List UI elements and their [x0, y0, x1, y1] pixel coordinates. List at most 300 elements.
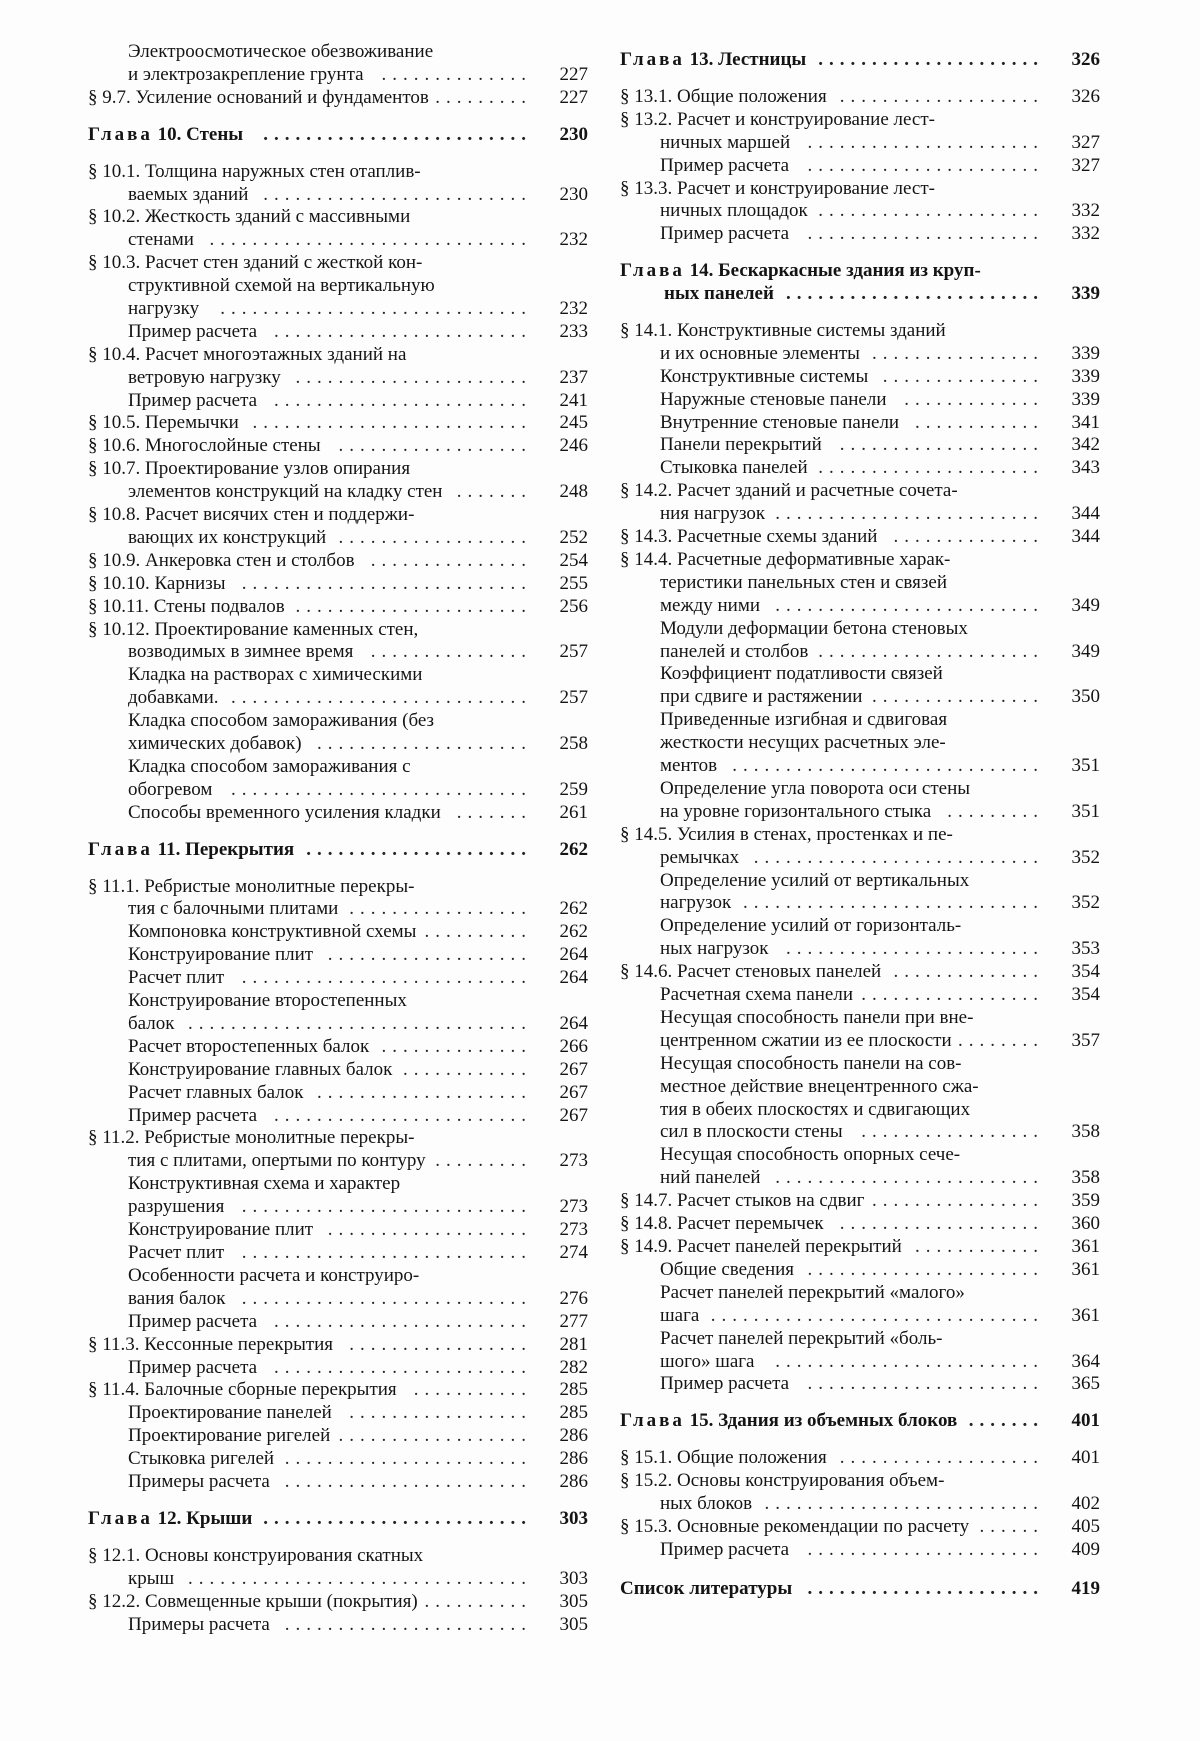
page-number: 327: [1071, 155, 1100, 176]
entry-text: Кладка способом замораживания с: [128, 756, 411, 777]
section-entry: [620, 960, 1100, 984]
entry-text: Несущая способность панели на сов-: [660, 1053, 962, 1074]
leader-dots: ................: [872, 1190, 1044, 1211]
page-number: 252: [559, 527, 588, 548]
section-entry: [88, 343, 588, 367]
section-entry: [88, 618, 588, 642]
leader-dots: ................: [872, 343, 1044, 364]
page-number: 305: [559, 1614, 588, 1635]
entry-text: химических добавок): [128, 733, 302, 754]
page-number: 361: [1071, 1259, 1100, 1280]
subsection-entry: [88, 989, 588, 1013]
entry-text: добавками.: [128, 687, 219, 708]
leader-dots: ...................: [839, 1447, 1044, 1468]
subsection-entry: [88, 686, 588, 710]
page-number: 361: [1071, 1236, 1100, 1257]
page-number: 273: [559, 1219, 588, 1240]
entry-text: тия в обеих плоскостях и сдвигающих: [660, 1099, 971, 1120]
subsection-entry: [620, 433, 1100, 457]
leader-dots: ........................: [274, 1311, 532, 1332]
page-number: 266: [559, 1036, 588, 1057]
entry-text: § 12.2. Совмещенные крыши (покрытия): [88, 1591, 418, 1612]
subsection-entry: [620, 891, 1100, 915]
entry-text: [620, 1409, 957, 1433]
leader-dots: .....................: [818, 641, 1044, 662]
entry-text: Пример расчета: [128, 390, 258, 411]
entry-text: Несущая способность панели при вне-: [660, 1007, 974, 1028]
leader-dots: ........................: [786, 938, 1044, 959]
subsection-entry: [620, 754, 1100, 778]
leader-dots: ........................: [786, 283, 1044, 304]
entry-text: Конструирование плит: [128, 1219, 314, 1240]
leader-dots: ...................: [839, 86, 1044, 107]
section-entry: [620, 525, 1100, 549]
subsection-entry: [620, 594, 1100, 618]
subsection-entry: [88, 366, 588, 390]
leader-dots: .....................: [818, 200, 1044, 221]
entry-text: Пример расчета: [128, 321, 258, 342]
subsection-entry: [88, 943, 588, 967]
page-number: 332: [1071, 200, 1100, 221]
leader-dots: ...............: [370, 550, 532, 571]
page-number: 351: [1071, 801, 1100, 822]
subsection-entry: [620, 685, 1100, 709]
page-number: 237: [559, 367, 588, 388]
leader-dots: ......................: [295, 367, 532, 388]
page-number: 364: [1071, 1351, 1100, 1372]
leader-dots: ...........................: [241, 1288, 532, 1309]
page-number: 241: [559, 390, 588, 411]
entry-text: Проектирование ригелей: [128, 1425, 331, 1446]
entry-text: и их основные элементы: [660, 343, 860, 364]
leader-dots: ....................: [317, 1082, 532, 1103]
toc-left-column: [88, 0, 588, 1741]
page-number: 227: [559, 87, 588, 108]
page-number: 286: [559, 1471, 588, 1492]
entry-text: ния нагрузок: [660, 503, 766, 524]
entry-text: § 13.3. Расчет и конструирование лест-: [620, 178, 935, 199]
subsection-entry: [620, 1006, 1100, 1030]
entry-text: § 14.2. Расчет зданий и расчетные сочета-: [620, 480, 958, 501]
subsection-entry: [88, 1287, 588, 1311]
subsection-entry: [620, 131, 1100, 155]
section-entry: [88, 160, 588, 184]
entry-text: вания балок: [128, 1288, 226, 1309]
leader-dots: ............: [915, 1236, 1044, 1257]
page-number: 409: [1071, 1539, 1100, 1560]
entry-text: § 11.1. Ребристые монолитные перекры-: [88, 876, 415, 897]
entry-text: Пример расчета: [660, 155, 790, 176]
page-number: 256: [559, 596, 588, 617]
page-number: 357: [1071, 1030, 1100, 1051]
subsection-entry: [88, 320, 588, 344]
entry-text: § 14.3. Расчетные схемы зданий: [620, 526, 878, 547]
subsection-entry: [620, 388, 1100, 412]
entry-text: возводимых в зимнее время: [128, 641, 354, 662]
subsection-entry: [620, 1350, 1100, 1374]
chapter-heading: [88, 123, 588, 147]
literature-entry: [620, 1577, 1100, 1601]
subsection-entry: [88, 920, 588, 944]
entry-text: нагрузок: [660, 892, 732, 913]
subsection-entry: [620, 777, 1100, 801]
entry-text: ных блоков: [660, 1493, 753, 1514]
subsection-entry: [620, 1372, 1100, 1396]
leader-dots: .......: [456, 802, 532, 823]
subsection-entry: [88, 755, 588, 779]
entry-text: вающих их конструкций: [128, 527, 327, 548]
leader-dots: ..........................: [252, 412, 532, 433]
leader-dots: ............................: [231, 779, 532, 800]
leader-dots: ..............: [381, 64, 532, 85]
page-number: 264: [559, 944, 588, 965]
subsection-entry: [88, 1613, 588, 1637]
entry-text: § 15.3. Основные рекомендации по расчету: [620, 1516, 970, 1537]
entry-text: § 14.4. Расчетные деформативные харак-: [620, 549, 951, 570]
page-number: 259: [559, 779, 588, 800]
subsection-entry: [620, 456, 1100, 480]
entry-text: Особенности расчета и конструиро-: [128, 1265, 420, 1286]
page-number: 305: [559, 1591, 588, 1612]
entry-text: шого» шага: [660, 1351, 755, 1372]
page-number: 339: [1071, 366, 1100, 387]
entry-text: [620, 48, 806, 72]
entry-text: Компоновка конструктивной схемы: [128, 921, 417, 942]
leader-dots: .......: [456, 481, 532, 502]
page-number: 262: [559, 898, 588, 919]
page-number: 326: [1071, 86, 1100, 107]
page-number: 282: [559, 1357, 588, 1378]
page-number: 344: [1071, 503, 1100, 524]
entry-text: Электроосмотическое обезвоживание: [128, 41, 434, 62]
chapter-heading: [620, 1409, 1100, 1433]
page-number: 257: [559, 641, 588, 662]
chapter-heading-continuation: [620, 282, 1100, 306]
chapter-heading: [620, 259, 1100, 283]
leader-dots: ............................: [743, 892, 1044, 913]
leader-dots: ......................: [807, 1259, 1044, 1280]
entry-text: обогревом: [128, 779, 213, 800]
entry-text: Стыковка ригелей: [128, 1448, 275, 1469]
entry-text: Конструирование второстепенных: [128, 990, 407, 1011]
entry-text: ничных площадок: [660, 200, 808, 221]
entry-text: § 15.2. Основы конструирования объем-: [620, 1470, 945, 1491]
leader-dots: ......................: [807, 1578, 1044, 1599]
subsection-entry: [88, 183, 588, 207]
subsection-entry: [620, 1538, 1100, 1562]
entry-text: сил в плоскости стены: [660, 1121, 843, 1142]
entry-text: Расчет главных балок: [128, 1082, 304, 1103]
page-number: 361: [1071, 1305, 1100, 1326]
section-entry: [620, 823, 1100, 847]
leader-dots: ..................: [338, 1425, 532, 1446]
entry-text: [88, 1507, 252, 1531]
entry-text: шага: [660, 1305, 700, 1326]
leader-dots: .................: [349, 898, 532, 919]
subsection-entry: [88, 274, 588, 298]
subsection-entry: [88, 297, 588, 321]
chapter-title: 11. Перекрытия: [157, 839, 295, 860]
entry-text: центренном сжатии из ее плоскости: [660, 1030, 952, 1051]
entry-text: при сдвиге и растяжении: [660, 686, 863, 707]
section-entry: [88, 503, 588, 527]
subsection-entry: [88, 63, 588, 87]
entry-text: Коэффициент податливости связей: [660, 663, 943, 684]
section-entry: [620, 479, 1100, 503]
page-number: 405: [1071, 1516, 1100, 1537]
subsection-entry: [620, 937, 1100, 961]
leader-dots: ......................: [807, 132, 1044, 153]
subsection-entry: [88, 1149, 588, 1173]
page-number: 365: [1071, 1373, 1100, 1394]
entry-text: Примеры расчета: [128, 1614, 270, 1635]
entry-text: Конструирование плит: [128, 944, 314, 965]
page-number: 264: [559, 967, 588, 988]
leader-dots: .................: [349, 1334, 532, 1355]
subsection-entry: [620, 411, 1100, 435]
entry-text: Расчет второстепенных балок: [128, 1036, 370, 1057]
entry-text: [620, 259, 981, 283]
entry-text: § 12.1. Основы конструирования скатных: [88, 1545, 424, 1566]
page-number: 303: [559, 1568, 588, 1589]
leader-dots: .........................: [263, 184, 532, 205]
leader-dots: .......................: [284, 1448, 532, 1469]
page-number: 326: [1071, 49, 1100, 70]
page-number: 285: [559, 1379, 588, 1400]
subsection-entry: [620, 846, 1100, 870]
leader-dots: ..............: [893, 526, 1044, 547]
entry-text: нагрузку: [128, 298, 200, 319]
page-number: 274: [559, 1242, 588, 1263]
section-entry: [88, 1590, 588, 1614]
leader-dots: .........................: [775, 1167, 1044, 1188]
leader-dots: ............: [915, 412, 1044, 433]
entry-text: между ними: [660, 595, 761, 616]
entry-text: ных панелей: [664, 283, 774, 304]
page-number: 286: [559, 1448, 588, 1469]
entry-text: Расчет плит: [128, 1242, 225, 1263]
leader-dots: .....................: [818, 49, 1044, 70]
entry-text: панелей и столбов: [660, 641, 809, 662]
page-number: 342: [1071, 434, 1100, 455]
leader-dots: ..........................: [764, 1493, 1044, 1514]
entry-text: [88, 838, 294, 862]
subsection-entry: [88, 1058, 588, 1082]
page-number: 264: [559, 1013, 588, 1034]
page-number: 353: [1071, 938, 1100, 959]
section-entry: [88, 457, 588, 481]
entry-text: структивной схемой на вертикальную: [128, 275, 435, 296]
subsection-entry: [88, 897, 588, 921]
entry-text: жесткости несущих расчетных эле-: [660, 732, 946, 753]
entry-text: крыш: [128, 1568, 175, 1589]
subsection-entry: [620, 502, 1100, 526]
chapter-label: Глава: [620, 49, 685, 70]
page-number: 267: [559, 1059, 588, 1080]
page-number: 232: [559, 298, 588, 319]
section-entry: [620, 1469, 1100, 1493]
entry-text: § 13.2. Расчет и конструирование лест-: [620, 109, 935, 130]
leader-dots: .......................: [284, 1614, 532, 1635]
chapter-title: 13. Лестницы: [689, 49, 807, 70]
entry-text: § 14.7. Расчет стыков на сдвиг: [620, 1190, 865, 1211]
section-entry: [88, 86, 588, 110]
subsection-entry: [88, 1264, 588, 1288]
leader-dots: ...............: [370, 641, 532, 662]
subsection-entry: [620, 640, 1100, 664]
page-number: 230: [559, 124, 588, 145]
entry-text: § 10.4. Расчет многоэтажных зданий на: [88, 344, 407, 365]
subsection-entry: [88, 1567, 588, 1591]
subsection-entry: [620, 1492, 1100, 1516]
entry-text: ний панелей: [660, 1167, 761, 1188]
entry-text: Модули деформации бетона стеновых: [660, 618, 968, 639]
entry-text: § 15.1. Общие положения: [620, 1447, 827, 1468]
leader-dots: .........................: [775, 595, 1044, 616]
page-number: 227: [559, 64, 588, 85]
subsection-entry: [88, 1081, 588, 1105]
section-entry: [88, 572, 588, 596]
entry-text: Пример расчета: [128, 1357, 258, 1378]
leader-dots: ..................: [338, 435, 532, 456]
entry-text: на уровне горизонтального стыка: [660, 801, 932, 822]
entry-text: ремычках: [660, 847, 740, 868]
page-number: 354: [1071, 961, 1100, 982]
chapter-label: Глава: [88, 1508, 153, 1529]
entry-text: § 14.5. Усилия в стенах, простенках и пе-: [620, 824, 953, 845]
entry-text: Конструктивные системы: [660, 366, 869, 387]
chapter-title: 10. Стены: [157, 124, 244, 145]
entry-text: § 14.8. Расчет перемычек: [620, 1213, 824, 1234]
entry-text: Наружные стеновые панели: [660, 389, 887, 410]
subsection-entry: [88, 40, 588, 64]
subsection-entry: [88, 801, 588, 825]
entry-text: Стыковка панелей: [660, 457, 808, 478]
leader-dots: ...........................: [241, 967, 532, 988]
subsection-entry: [88, 1218, 588, 1242]
subsection-entry: [620, 1258, 1100, 1282]
entry-text: Определение усилий от вертикальных: [660, 870, 970, 891]
leader-dots: ..............: [893, 961, 1044, 982]
section-entry: [88, 1378, 588, 1402]
page-number: 354: [1071, 984, 1100, 1005]
subsection-entry: [88, 1104, 588, 1128]
leader-dots: ..................: [338, 527, 532, 548]
page-number: 262: [559, 921, 588, 942]
leader-dots: ......................: [807, 1373, 1044, 1394]
page-number: 401: [1071, 1410, 1100, 1431]
section-entry: [88, 549, 588, 573]
page-number: 358: [1071, 1121, 1100, 1142]
page-number: 232: [559, 229, 588, 250]
entry-text: § 10.1. Толщина наружных стен отаплив-: [88, 161, 421, 182]
page-number: 341: [1071, 412, 1100, 433]
chapter-title: 14. Бескаркасные здания из круп-: [689, 260, 981, 281]
page-number: 303: [559, 1508, 588, 1529]
section-entry: [88, 595, 588, 619]
section-entry: [88, 875, 588, 899]
entry-text: § 11.2. Ребристые монолитные перекры-: [88, 1127, 415, 1148]
page-number: 339: [1071, 283, 1100, 304]
leader-dots: .....................: [306, 839, 532, 860]
entry-text: тия с плитами, опертыми по контуру: [128, 1150, 426, 1171]
leader-dots: .........................: [775, 1351, 1044, 1372]
subsection-entry: [620, 1120, 1100, 1144]
entry-text: § 10.9. Анкеровка стен и столбов: [88, 550, 355, 571]
entry-text: элементов конструкций на кладку стен: [128, 481, 443, 502]
leader-dots: ...........................: [753, 847, 1044, 868]
leader-dots: ..............: [381, 1036, 532, 1057]
entry-text: Конструирование главных балок: [128, 1059, 393, 1080]
section-entry: [620, 1235, 1100, 1259]
leader-dots: ......................: [295, 596, 532, 617]
leader-dots: ........................: [274, 390, 532, 411]
entry-text: [88, 123, 243, 147]
leader-dots: .........: [947, 801, 1044, 822]
subsection-entry: [88, 640, 588, 664]
chapter-heading: [88, 1507, 588, 1531]
entry-text: Способы временного усиления кладки: [128, 802, 441, 823]
subsection-entry: [88, 480, 588, 504]
subsection-entry: [620, 1098, 1100, 1122]
section-entry: [88, 1333, 588, 1357]
page-number: 419: [1071, 1578, 1100, 1599]
section-entry: [620, 1446, 1100, 1470]
subsection-entry: [88, 663, 588, 687]
leader-dots: ...................: [839, 434, 1044, 455]
subsection-entry: [88, 389, 588, 413]
leader-dots: ...........................: [241, 1242, 532, 1263]
subsection-entry: [620, 1327, 1100, 1351]
leader-dots: ...........................: [241, 573, 532, 594]
leader-dots: .........: [435, 87, 532, 108]
subsection-entry: [88, 228, 588, 252]
section-entry: [620, 548, 1100, 572]
subsection-entry: [88, 1401, 588, 1425]
entry-text: § 10.11. Стены подвалов: [88, 596, 285, 617]
entry-text: теристики панельных стен и связей: [660, 572, 947, 593]
section-entry: [88, 411, 588, 435]
leader-dots: ............: [403, 1059, 532, 1080]
section-entry: [620, 85, 1100, 109]
leader-dots: ..............................: [209, 229, 532, 250]
leader-dots: .............................: [732, 755, 1044, 776]
section-entry: [88, 205, 588, 229]
page-number: 285: [559, 1402, 588, 1423]
leader-dots: ...........: [413, 1379, 532, 1400]
section-entry: [88, 434, 588, 458]
section-entry: [620, 1189, 1100, 1213]
page-number: 343: [1071, 457, 1100, 478]
entry-text: § 11.3. Кессонные перекрытия: [88, 1334, 334, 1355]
leader-dots: .......................: [284, 1471, 532, 1492]
entry-text: Расчет панелей перекрытий «малого»: [660, 1282, 965, 1303]
page-number: 245: [559, 412, 588, 433]
entry-text: § 14.6. Расчет стеновых панелей: [620, 961, 882, 982]
subsection-entry: [620, 662, 1100, 686]
leader-dots: ........................: [274, 1357, 532, 1378]
page-number: 332: [1071, 223, 1100, 244]
subsection-entry: [620, 1166, 1100, 1190]
page-number: 277: [559, 1311, 588, 1332]
leader-dots: ................: [872, 686, 1044, 707]
entry-text: Пример расчета: [660, 1373, 790, 1394]
page-number: 351: [1071, 755, 1100, 776]
subsection-entry: [620, 199, 1100, 223]
entry-text: и электрозакрепление грунта: [128, 64, 364, 85]
chapter-label: Глава: [88, 124, 153, 145]
entry-text: ваемых зданий: [128, 184, 249, 205]
